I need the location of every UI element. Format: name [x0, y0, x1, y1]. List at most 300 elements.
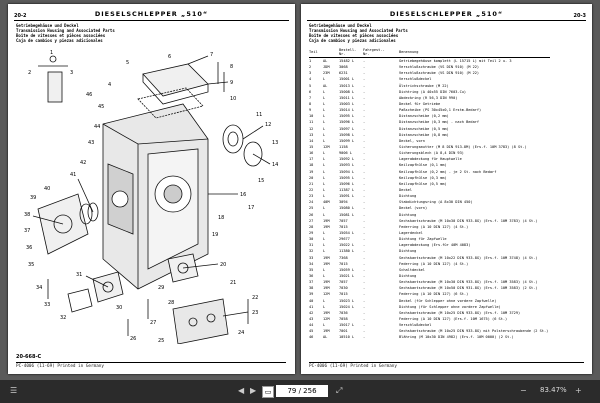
cell-part-number: 7 [309, 95, 312, 100]
callout-40: 40 [44, 186, 51, 192]
page-counter[interactable] [276, 385, 328, 397]
callout-29: 29 [158, 285, 165, 291]
cell-serial-number: - [363, 188, 366, 193]
cell-order-prefix: L [323, 163, 326, 168]
table-row [309, 58, 550, 65]
callout-31: 31 [76, 272, 83, 278]
right-subtitles [309, 23, 408, 43]
cell-description: Deckel für Getriebe [399, 102, 441, 107]
cell-serial-number: - [363, 273, 366, 278]
cell-description: Paßscheibe (PS 30x45x0,1 Erstm-Bedarf) [399, 108, 482, 113]
col-blank [387, 48, 399, 58]
cell-description: Federring (A 10 DIN 127) (4 St.) [399, 261, 469, 266]
left-page-header [14, 10, 289, 21]
cell-description: Dichtung [399, 273, 417, 278]
cell-serial-number: - [363, 298, 366, 303]
cell-blank [387, 334, 399, 340]
callout-25: 25 [158, 338, 165, 344]
callout-23: 23 [252, 310, 259, 316]
cell-serial-number: - [363, 292, 366, 297]
exploded-view-diagram [8, 44, 295, 344]
cell-serial-number: - [363, 194, 366, 199]
callout-14: 14 [272, 162, 279, 168]
left-subtitles [16, 23, 115, 43]
cell-serial-number: - [363, 163, 366, 168]
cell-order-number: 15093 L [339, 163, 355, 168]
cell-description: Keilzapfhülse (0,1 mm) [399, 163, 447, 168]
right-page-number: 20-3 [573, 13, 586, 19]
cell-order-number: 15059 L [339, 267, 355, 272]
cell-serial-number: - [363, 77, 366, 82]
cell-order-prefix: L [323, 132, 326, 137]
cell-order-number: 3094 [339, 200, 348, 205]
cell-part-number: 27 [309, 218, 314, 223]
cell-part-number: 20 [309, 175, 314, 180]
cell-part-number: 1 [309, 59, 312, 64]
cell-description: Sicherungsmutter (M 8 DIN 913-8M) (Ers.f. 10M 3783) (8 St.) [399, 145, 527, 150]
cell-order-number: 7368 [339, 255, 348, 260]
cell-description: Deckel [399, 188, 412, 193]
cell-description: Federring (A 10 DIN 127) (Ers.f. 10M 1675) (6 St.) [399, 316, 508, 321]
callout-6: 6 [168, 54, 172, 60]
cell-part-number: 33 [309, 255, 314, 260]
cell-description: Keilzapfhülse (0,5 mm) [399, 181, 447, 186]
cell-order-number: 15482 L [339, 59, 355, 64]
cell-order-number: 15014 L [339, 108, 355, 113]
cell-part-number: 12 [309, 126, 314, 131]
callout-4: 4 [108, 82, 112, 88]
cell-order-number: 7057 [339, 280, 348, 285]
cell-description: Dichtring (A 40x55 DIN 7603-Cu) [399, 89, 467, 94]
cell-order-prefix: AL [323, 83, 328, 88]
cell-serial-number: - [363, 310, 366, 315]
callout-7: 7 [210, 52, 214, 58]
cell-serial-number: - [363, 151, 366, 156]
cell-order-prefix: L [323, 120, 326, 125]
cell-serial-number: - [363, 212, 366, 217]
cell-part-number: 32 [309, 249, 314, 254]
cell-description: Dichtung für Zapfwelle [399, 237, 447, 242]
table-row [309, 310, 550, 316]
table-row [309, 255, 550, 261]
parts-table-header [309, 48, 550, 58]
callout-11: 11 [256, 112, 263, 118]
cell-order-number: 15023 L [339, 298, 355, 303]
cell-order-prefix: L [323, 194, 326, 199]
callout-34: 34 [36, 285, 43, 291]
cell-order-prefix: L [323, 298, 326, 303]
parts-table [309, 48, 550, 340]
cell-description: Verschlußschraube (VS DIN 910) (M 22) [399, 71, 480, 76]
cell-order-number: 15099 L [339, 138, 355, 143]
cell-order-number: 10510 L [339, 335, 355, 340]
cell-description: Sicherungsblech (A 8,4 DIN 93) [399, 151, 464, 156]
cell-description: Deckel (für Schlepper ohne vordere Zapfwelle) [399, 298, 497, 303]
cell-serial-number: - [363, 175, 366, 180]
cell-blank [387, 58, 399, 65]
col-bestell-nr: Bestell-Nr. [339, 48, 363, 58]
cell-serial-number: - [363, 206, 366, 211]
cell-description: Getriebegehäuse komplett (L 15715 L) mit Teil 2 u. 3 [399, 59, 512, 64]
cell-order-number: 15080 L [339, 206, 355, 211]
cell-serial-number: - [363, 138, 366, 143]
cell-order-number: 15054 L [339, 231, 355, 235]
callout-38: 38 [24, 212, 31, 218]
fit-page-icon[interactable]: ⤢ [336, 386, 343, 395]
cell-order-number: 15003 L [339, 102, 355, 107]
cell-serial-number: - [363, 335, 366, 340]
callout-16: 16 [240, 192, 247, 198]
cell-order-prefix: L [323, 169, 326, 174]
cell-description: Sechskantschraube (M 10x22 DIN 933-8G) (Ers.f. 10M 3748) (4 St.) [399, 255, 538, 260]
right-page [301, 4, 592, 374]
cell-order-number: 15081 L [339, 212, 355, 217]
callout-1: 1 [50, 50, 54, 56]
cell-order-prefix: L [323, 114, 326, 119]
cell-order-prefix: L [323, 323, 326, 328]
cell-order-number: 15001 L [339, 77, 355, 82]
viewer-toolbar [0, 380, 600, 403]
cell-serial-number: - [363, 243, 366, 248]
cell-order-prefix: L [323, 77, 326, 82]
cell-serial-number: - [363, 249, 366, 254]
cell-part-number: 36 [309, 273, 314, 278]
cell-serial-number: - [363, 89, 366, 94]
cell-serial-number: - [363, 114, 366, 119]
cell-part-number: 9 [309, 108, 312, 113]
cell-part-number: 46 [309, 335, 314, 340]
callout-20: 20 [220, 262, 227, 268]
cell-serial-number: - [363, 132, 366, 137]
cell-serial-number: - [363, 304, 366, 309]
callout-35: 35 [28, 262, 35, 268]
cell-description: Sechskantschraube (M 10x25 DIN 933-8G) mit Polsterschraubende (2 St.) [399, 329, 549, 334]
cell-part-number: 18 [309, 163, 314, 168]
cell-order-number: 15096 L [339, 120, 355, 125]
callout-15: 15 [258, 178, 265, 184]
cell-description: Schaltdeckel [399, 267, 425, 272]
cell-part-number: 29 [309, 231, 314, 235]
cell-description: Distanzscheibe (0,8 mm) [399, 132, 449, 137]
callout-17: 17 [248, 205, 255, 211]
cell-part-number: 16 [309, 151, 314, 156]
right-subtitle-fr: Boîte de vitesses et pièces associées [309, 33, 399, 38]
cell-order-prefix: L [323, 273, 326, 278]
cell-description: Keilzapfhülse (0,2 mm) - je 2 St. nach Bedarf [399, 169, 497, 174]
cell-order-number: 15091 L [339, 194, 355, 199]
cell-serial-number: - [363, 59, 366, 64]
cell-order-prefix: L [323, 188, 326, 193]
callout-21: 21 [230, 280, 237, 286]
cell-serial-number: - [363, 169, 366, 174]
cell-serial-number: - [363, 102, 366, 107]
cell-order-number: 15094 L [339, 169, 355, 174]
cell-order-prefix: 23M [323, 71, 330, 76]
cell-order-number: 1158 [339, 145, 348, 150]
cell-description: Federring (A 10 DIN 127) (4 St.) [399, 224, 469, 229]
cell-part-number: 5 [309, 83, 312, 88]
cell-description: Sechskantschraube (M 10x30 DIN 933-8G) (Ers.f. 10M 3783) (4 St.) [399, 218, 538, 223]
cell-part-number: 3 [309, 71, 312, 76]
left-page-title: DIESELSCHLEPPER „510“ [94, 10, 209, 18]
cell-description: Distanzscheibe (0,3 mm) - nach Bedarf [399, 120, 480, 125]
cell-order-prefix: 12M [323, 145, 330, 150]
cell-order-number: 7015 [339, 224, 348, 229]
cell-part-number: 37 [309, 280, 314, 285]
cell-description: Deckel (vorn) [399, 206, 428, 211]
cell-order-prefix: L [323, 89, 326, 94]
left-subtitle-es: Caja de cambios y piezas adicionales [16, 38, 103, 43]
cell-part-number: 10 [309, 114, 314, 119]
callout-37: 37 [24, 228, 31, 234]
cell-part-number: 11 [309, 120, 314, 125]
cell-serial-number: - [363, 181, 366, 186]
cell-part-number: 14 [309, 138, 314, 143]
cell-part-number: 8 [309, 102, 312, 107]
left-subtitle-en: Transmission Housing and Associated Parts [16, 28, 115, 33]
left-page [8, 4, 295, 374]
cell-serial-number: - [363, 108, 366, 113]
prev-page-icon[interactable]: ◀ [238, 386, 245, 395]
callout-36: 36 [26, 245, 33, 251]
callout-42: 42 [80, 160, 87, 166]
callout-9: 9 [230, 80, 234, 86]
left-footer: PC-4006 (11-69) Printed in Germany [16, 362, 286, 369]
callout-3: 3 [70, 70, 74, 76]
cell-order-prefix: 19M [323, 255, 330, 260]
sidebar-toggle-icon[interactable]: ☰ [10, 386, 18, 395]
cell-description: Sechskantschraube (M 10x50 DIN 931-8G) (Ers.f. 10M 3583) (2 St.) [399, 286, 538, 291]
cell-order-prefix: AL [323, 59, 328, 64]
callout-43: 43 [88, 140, 95, 146]
cell-order-number: 3068 [339, 65, 348, 70]
cell-order-number: 15024 L [339, 304, 355, 309]
table-row [309, 334, 550, 340]
cell-order-number: 7015 [339, 292, 348, 297]
cell-part-number: 17 [309, 157, 314, 162]
cell-order-number: 15017 L [339, 323, 355, 328]
cell-part-number: 44 [309, 323, 314, 328]
cell-order-prefix: L [323, 237, 326, 242]
cell-part-number: 21 [309, 181, 314, 186]
cell-serial-number: - [363, 261, 366, 266]
callout-8: 8 [230, 64, 234, 70]
cell-part-number: 41 [309, 304, 314, 309]
callout-13: 13 [272, 140, 279, 146]
right-footer: PC-4006 (11-69) Printed in Germany [309, 362, 584, 369]
cell-part-number: 26 [309, 212, 314, 217]
cell-part-number: 40 [309, 298, 314, 303]
figure-code: 20-668-C [16, 354, 42, 360]
page-current: 79 [287, 387, 297, 395]
cell-order-prefix: L [323, 231, 326, 235]
cell-order-prefix: L [323, 108, 326, 113]
cell-order-prefix: 19M [323, 280, 330, 285]
cell-order-number: 7057 [339, 218, 348, 223]
callout-5: 5 [126, 60, 130, 66]
cell-description: Keilzapfhülse (0,3 mm) [399, 175, 447, 180]
cell-serial-number: - [363, 157, 366, 162]
cell-order-number: 6231 [339, 71, 348, 76]
cell-description: Stabdichtungsring (A 8x30 DIN 450) [399, 200, 473, 205]
callout-41: 41 [70, 172, 77, 178]
callout-32: 32 [60, 315, 67, 321]
cell-order-prefix: L [323, 157, 326, 162]
cell-description: Verschlußdeckel [399, 77, 432, 82]
cell-order-prefix: L [323, 212, 326, 217]
cell-order-number: 11380 L [339, 249, 355, 254]
cell-part-number: 25 [309, 206, 314, 211]
callout-18: 18 [218, 215, 225, 221]
cell-description: Ölstrichschraube (M 22) [399, 83, 449, 88]
cell-order-prefix: 19M [323, 218, 330, 223]
cell-serial-number: - [363, 267, 366, 272]
table-row [309, 218, 550, 224]
cell-serial-number: - [363, 95, 366, 100]
cell-part-number: 28 [309, 224, 314, 229]
col-teil: Teil [309, 48, 323, 58]
page-total: / 256 [298, 387, 317, 395]
cell-order-prefix: L [323, 102, 326, 107]
cell-order-number: 7001 [339, 329, 348, 334]
cell-order-prefix: AL [323, 335, 328, 340]
callout-28: 28 [168, 300, 175, 306]
cell-serial-number: - [363, 329, 366, 334]
cell-order-number: 11387 L [339, 188, 355, 193]
cell-serial-number: - [363, 200, 366, 205]
cell-order-prefix: 12M [323, 292, 330, 297]
cell-order-number: 7058 [339, 316, 348, 321]
cell-part-number: 39 [309, 292, 314, 297]
cell-order-number: 15021 L [339, 273, 355, 278]
cell-serial-number: - [363, 255, 366, 260]
cell-order-number: 15011 L [339, 95, 355, 100]
callout-27: 27 [150, 320, 157, 326]
cell-serial-number: - [363, 120, 366, 125]
cell-description: Federring (A 10 DIN 127) (6 St.) [399, 292, 469, 297]
left-subtitle-de: Getriebegehäuse und Deckel [16, 23, 79, 28]
cell-description: Dichtung [399, 249, 417, 254]
callout-39: 39 [30, 195, 37, 201]
callout-45: 45 [98, 104, 105, 110]
right-subtitle-en: Transmission Housing and Associated Parts [309, 28, 408, 33]
cell-serial-number: - [363, 71, 366, 76]
cell-order-prefix: JDM [323, 65, 330, 70]
cell-order-number: 29677 [339, 237, 350, 242]
right-subtitle-de: Getriebegehäuse und Deckel [309, 23, 372, 28]
cell-part-number: 15 [309, 145, 314, 150]
callout-10: 10 [230, 96, 237, 102]
cell-serial-number: - [363, 237, 366, 242]
cell-part-number: 23 [309, 194, 314, 199]
cell-serial-number: - [363, 323, 366, 328]
cell-part-number: 4 [309, 77, 312, 82]
col-fahrgest-nr: Fahrgest.-Nr. [363, 48, 387, 58]
cell-part-number: 22 [309, 188, 314, 193]
cell-order-prefix: L [323, 249, 326, 254]
cell-order-prefix: 40M [323, 200, 330, 205]
cell-part-number: 35 [309, 267, 314, 272]
cell-serial-number: - [363, 286, 366, 291]
cell-order-prefix: L [323, 138, 326, 143]
cell-order-prefix: 19M [323, 286, 330, 291]
cell-order-prefix: L [323, 181, 326, 186]
callout-2: 2 [28, 70, 32, 76]
cell-order-prefix: L [323, 151, 326, 156]
cell-order-prefix: 19M [323, 329, 330, 334]
zoom-level[interactable]: 83.47% [540, 386, 567, 394]
cell-order-number: 15013 L [339, 83, 355, 88]
right-page-title: DIESELSCHLEPPER „510“ [389, 10, 504, 18]
cell-part-number: 31 [309, 243, 314, 248]
cell-serial-number: - [363, 316, 366, 321]
right-page-header [307, 10, 586, 21]
callout-26: 26 [130, 336, 137, 342]
zoom-out-icon[interactable]: − [520, 386, 527, 395]
cell-part-number: 2 [309, 65, 312, 70]
left-subtitle-fr: Boîte de vitesses et pièces associées [16, 33, 106, 38]
callout-44: 44 [94, 124, 101, 130]
cell-order-prefix: L [323, 175, 326, 180]
zoom-in-icon[interactable]: + [575, 386, 582, 395]
cell-order-number: 15022 L [339, 243, 355, 248]
callout-46: 46 [86, 92, 93, 98]
cell-description: Verschlußdeckel [399, 323, 432, 328]
cell-order-prefix: L [323, 243, 326, 248]
cell-description: Sechskantschraube (M 10x25 DIN 933-8G) (Ers.f. 10M 3729) [399, 310, 521, 315]
callout-12: 12 [265, 122, 272, 128]
callout-22: 22 [252, 295, 259, 301]
callout-33: 33 [44, 302, 51, 308]
cell-serial-number: - [363, 218, 366, 223]
cell-order-prefix: 12M [323, 316, 330, 321]
cell-part-number: 30 [309, 237, 314, 242]
cell-order-number: 15092 L [339, 157, 355, 162]
cell-serial-number: - [363, 231, 366, 235]
page-number-input[interactable]: ▭ [262, 386, 274, 398]
cell-order-prefix: 19M [323, 261, 330, 266]
cell-order-number: 15095 L [339, 114, 355, 119]
cell-order-number: 15095 L [339, 175, 355, 180]
cell-order-prefix: 19M [323, 224, 330, 229]
cell-order-number: 15098 L [339, 132, 355, 137]
cell-serial-number: - [363, 65, 366, 70]
cell-order-number: 15096 L [339, 181, 355, 186]
cell-serial-number: - [363, 145, 366, 150]
left-page-number: 20-2 [14, 13, 27, 19]
cell-order-prefix: L [323, 304, 326, 309]
cell-description: Verschlußschraube (VS DIN 910) (M 22) [399, 65, 480, 70]
col-benennung: Benennung [399, 48, 550, 58]
cell-serial-number: - [363, 280, 366, 285]
cell-part-number: 24 [309, 200, 314, 205]
callout-19: 19 [212, 232, 219, 238]
cell-part-number: 13 [309, 132, 314, 137]
cell-order-prefix: 19M [323, 310, 330, 315]
cell-serial-number: - [363, 224, 366, 229]
cell-order-number: 15097 L [339, 126, 355, 131]
cell-description: Lagerabdeckung (Ers.für 40M 4083) [399, 243, 471, 248]
cell-part-number: 6 [309, 89, 312, 94]
next-page-icon[interactable]: ▶ [250, 386, 257, 395]
cell-order-number: 15008 L [339, 89, 355, 94]
callout-30: 30 [116, 305, 123, 311]
cell-description: Sechskantschraube (M 10x30 DIN 933-8G) (Ers.f. 10M 3583) (4 St.) [399, 280, 538, 285]
cell-order-prefix: L [323, 267, 326, 272]
cell-order-prefix: L [323, 206, 326, 211]
callout-24: 24 [238, 330, 245, 336]
cell-part-number: 43 [309, 316, 314, 321]
